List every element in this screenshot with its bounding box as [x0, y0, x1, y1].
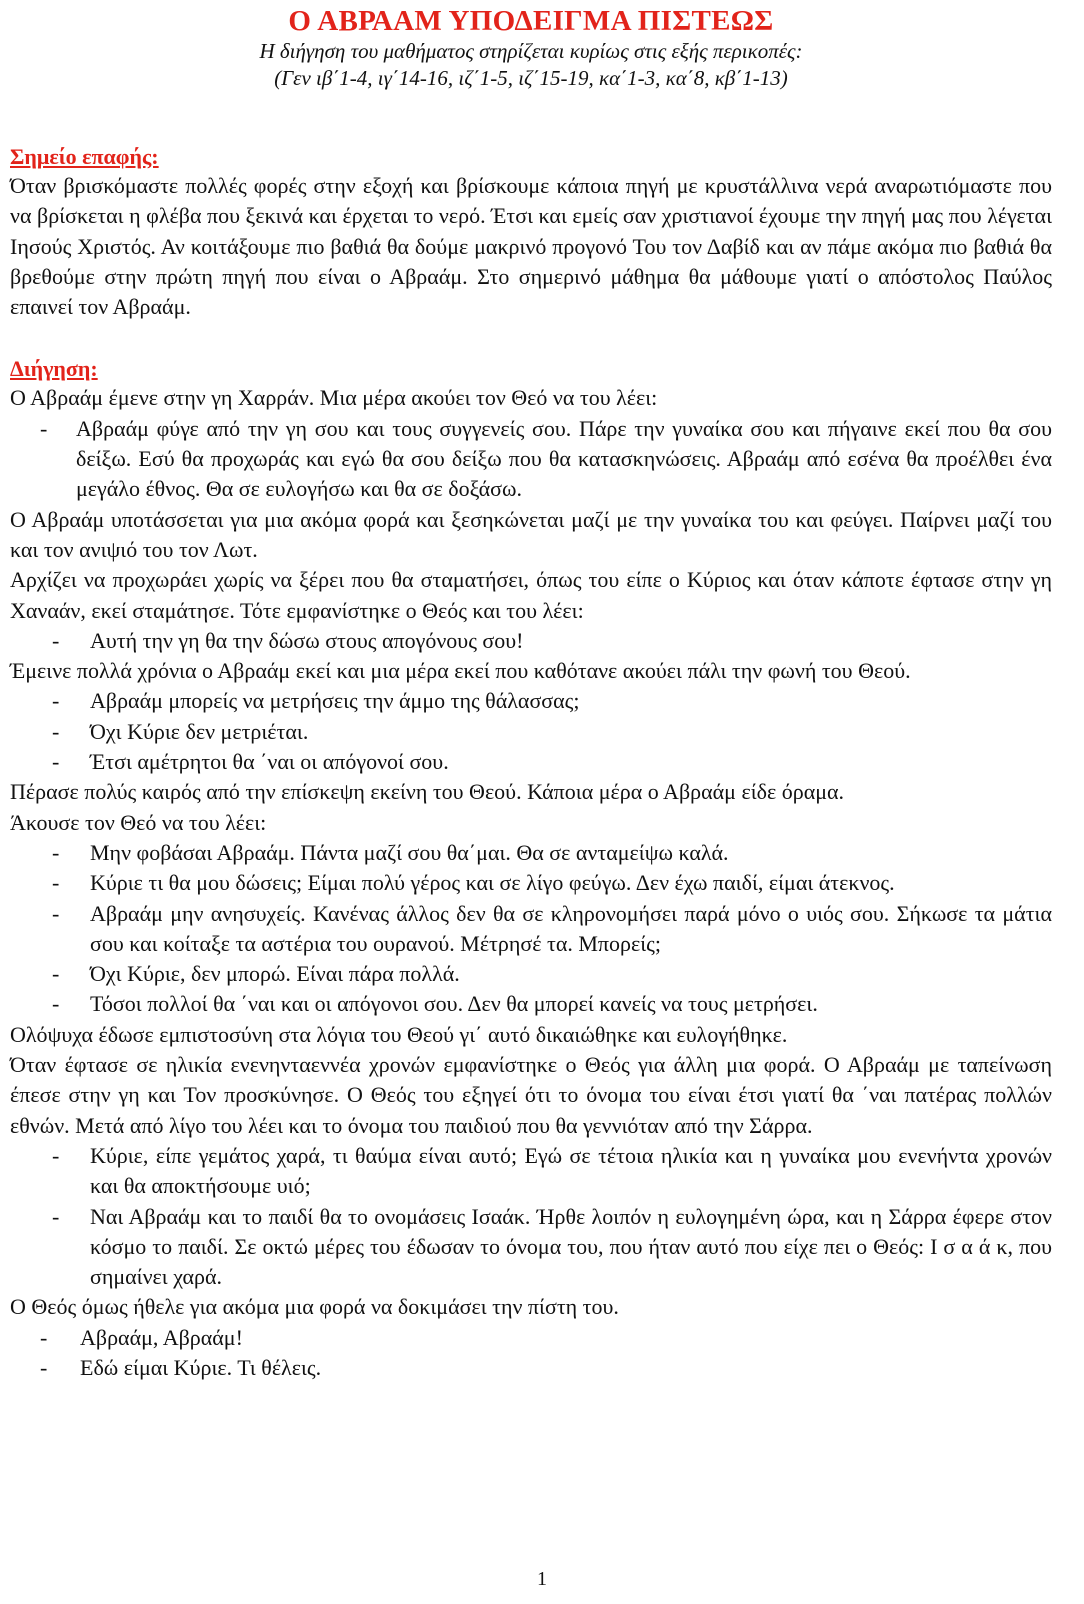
dialog-list-5	[10, 1141, 1052, 1292]
dialog-line	[10, 1353, 1052, 1383]
narrative-paragraph-1: Ο Αβραάμ έμενε στην γη Χαρράν. Μια μέρα ακούει τον Θεό να του λέει:	[10, 385, 658, 411]
dialog-line	[10, 414, 1052, 505]
dialog-text: Μην φοβάσαι Αβραάμ. Πάντα μαζί σου θα΄μαι. Θα σε ανταμείψω καλά.	[90, 839, 729, 865]
dialog-list-4	[10, 838, 1052, 1020]
dialog-text: Αβραάμ, Αβραάμ!	[80, 1324, 243, 1350]
dash-marker: -	[52, 749, 60, 775]
dialog-list-2	[10, 626, 1052, 656]
dialog-line	[10, 1323, 1052, 1353]
dialog-list-6	[10, 1323, 1052, 1384]
dialog-line	[10, 838, 1052, 868]
narrative-paragraph-8: Όταν έφτασε σε ηλικία ενενηνταεννέα χρονών εμφανίστηκε ο Θεός για άλλη μια φορά. Ο Αβραάμ με ταπείνωση έπεσε στην γη και Τον προσκύνησε. Ο Θεός του εξηγεί ότι το όνομα του είναι έτσι γιατί θα ΄ναι πατέρας πολλών εθνών. Μετά από λίγο του λέει και το όνομα του παιδιού που θα γεννιόταν από την Σάρρα.	[10, 1052, 1052, 1138]
dash-marker: -	[40, 1324, 48, 1350]
dialog-line	[10, 747, 1052, 777]
dash-marker: -	[52, 1142, 60, 1168]
dash-marker: -	[52, 961, 60, 987]
narrative-paragraph-4: Έμεινε πολλά χρόνια ο Αβραάμ εκεί και μια μέρα εκεί που καθότανε ακούει πάλι την φωνή του Θεού.	[10, 658, 911, 684]
dash-marker: -	[40, 1354, 48, 1380]
narrative-paragraph-3: Αρχίζει να προχωράει χωρίς να ξέρει που θα σταματήσει, όπως του είπε ο Κύριος και όταν κάποτε έφτασε στην γη Χαναάν, εκεί σταμάτησε. Τότε εμφανίστηκε ο Θεός και του λέει:	[10, 567, 1052, 623]
contact-heading: Σημείο επαφής:	[10, 144, 159, 169]
dash-marker: -	[52, 839, 60, 865]
narrative-paragraph-5: Πέρασε πολύς καιρός από την επίσκεψη εκείνη του Θεού. Κάποια μέρα ο Αβραάμ είδε όραμα.	[10, 779, 845, 805]
dash-marker: -	[52, 870, 60, 896]
dialog-line	[10, 959, 1052, 989]
page-number: 1	[537, 1568, 547, 1590]
dialog-text: Εδώ είμαι Κύριε. Τι θέλεις.	[80, 1354, 322, 1380]
dialog-text: Αβραάμ φύγε από την γη σου και τους συγγενείς σου. Πάρε την γυναίκα σου και πήγαινε εκεί που θα σου δείξω. Εσύ θα προχωράς και εγώ θα σου δείξω που θα κατασκηνώσεις. Αβραάμ από εσένα θα προέλθει ένα μεγάλο έθνος. Θα σε ευλογήσω και θα σε δοξάσω.	[76, 415, 1052, 502]
dialog-list-3	[10, 686, 1052, 777]
dialog-line	[10, 1141, 1052, 1202]
dialog-text: Αβραάμ μπορείς να μετρήσεις την άμμο της θάλασσας;	[90, 688, 580, 714]
dialog-line	[10, 868, 1052, 898]
dash-marker: -	[52, 900, 60, 926]
narrative-paragraph-9: Ο Θεός όμως ήθελε για ακόμα μια φορά να δοκιμάσει την πίστη του.	[10, 1294, 619, 1320]
subtitle-line-2: (Γεν ιβ΄1-4, ιγ΄14-16, ιζ΄1-5, ιζ΄15-19, κα΄1-3, κα΄8, κβ΄1-13)	[274, 66, 788, 90]
dialog-line	[10, 686, 1052, 716]
dialog-text: Όχι Κύριε δεν μετριέται.	[90, 718, 309, 744]
dash-marker: -	[52, 718, 60, 744]
dialog-text: Τόσοι πολλοί θα ΄ναι και οι απόγονοι σου. Δεν θα μπορεί κανείς να τους μετρήσει.	[90, 991, 818, 1017]
contact-paragraph: Όταν βρισκόμαστε πολλές φορές στην εξοχή και βρίσκουμε κάποια πηγή με κρυστάλλινα νερά αναρωτιόμαστε που να βρίσκεται η φλέβα που ξεκινά και έρχεται το νερό. Έτσι και εμείς σαν χριστιανοί έχουμε την πηγή μας που λέγεται Ιησούς Χριστός. Αν κοιτάξουμε πιο βαθιά θα δούμε μακρινό προγονό Του τον Δαβίδ και αν πάμε ακόμα πιο βαθιά θα βρεθούμε στην πρώτη πηγή που είναι ο Αβραάμ. Στο σημερινό μάθημα θα μάθουμε γιατί ο απόστολος Παύλος επαινεί τον Αβραάμ.	[10, 173, 1052, 320]
dialog-line	[10, 717, 1052, 747]
dash-marker: -	[52, 1203, 60, 1229]
dash-marker: -	[52, 627, 60, 653]
dialog-text: Κύριε τι θα μου δώσεις; Είμαι πολύ γέρος και σε λίγο φεύγω. Δεν έχω παιδί, είμαι άτεκνος.	[90, 870, 895, 896]
dialog-line	[10, 626, 1052, 656]
dialog-text: Έτσι αμέτρητοι θα ΄ναι οι απόγονοί σου.	[90, 749, 449, 775]
narrative-paragraph-6: Άκουσε τον Θεό να του λέει:	[10, 809, 267, 835]
dialog-text: Αβραάμ μην ανησυχείς. Κανένας άλλος δεν θα σε κληρονομήσει παρά μόνο ο υιός σου. Σήκωσε τα μάτια σου και κοίταξε τα αστέρια του ουρανού. Μέτρησέ τα. Μπορείς;	[90, 900, 1052, 956]
dialog-line	[10, 899, 1052, 960]
narrative-heading: Διήγηση:	[10, 356, 98, 382]
dialog-text: Αυτή την γη θα την δώσω στους απογόνους σου!	[90, 627, 524, 653]
dash-marker: -	[52, 688, 60, 714]
dash-marker: -	[52, 991, 60, 1017]
narrative-paragraph-7: Ολόψυχα έδωσε εμπιστοσύνη στα λόγια του Θεού γι΄ αυτό δικαιώθηκε και ευλογήθηκε.	[10, 1021, 788, 1047]
dialog-list-1	[10, 414, 1052, 505]
dialog-line	[10, 989, 1052, 1019]
dash-marker: -	[40, 415, 48, 441]
dialog-text: Ναι Αβραάμ και το παιδί θα το ονομάσεις Ισαάκ. Ήρθε λοιπόν η ευλογημένη ώρα, και η Σάρρα έφερε στον κόσμο το παιδί. Σε οκτώ μέρες του έδωσαν το όνομα του, που ήταν αυτό που είχε πει ο Θεός: Ι σ α ά κ, που σημαίνει χαρά.	[90, 1203, 1052, 1290]
dialog-line	[10, 1202, 1052, 1293]
page-title: Ο ΑΒΡΑΑΜ ΥΠΟΔΕΙΓΜΑ ΠΙΣΤΕΩΣ	[288, 5, 774, 37]
dialog-text: Κύριε, είπε γεμάτος χαρά, τι θαύμα είναι αυτό; Εγώ σε τέτοια ηλικία και η γυναίκα μου ενενήντα χρονών και θα αποκτήσουμε υιό;	[90, 1142, 1052, 1199]
subtitle-line-1: Η διήγηση του μαθήματος στηρίζεται κυρίως στις εξής περικοπές:	[259, 39, 803, 63]
dialog-text: Όχι Κύριε, δεν μπορώ. Είναι πάρα πολλά.	[90, 961, 460, 987]
narrative-paragraph-2: Ο Αβραάμ υποτάσσεται για μια ακόμα φορά και ξεσηκώνεται μαζί με την γυναίκα του και φεύγει. Παίρνει μαζί του και τον ανιψιό του τον Λωτ.	[10, 506, 1052, 562]
document-page	[0, 4, 1084, 1604]
